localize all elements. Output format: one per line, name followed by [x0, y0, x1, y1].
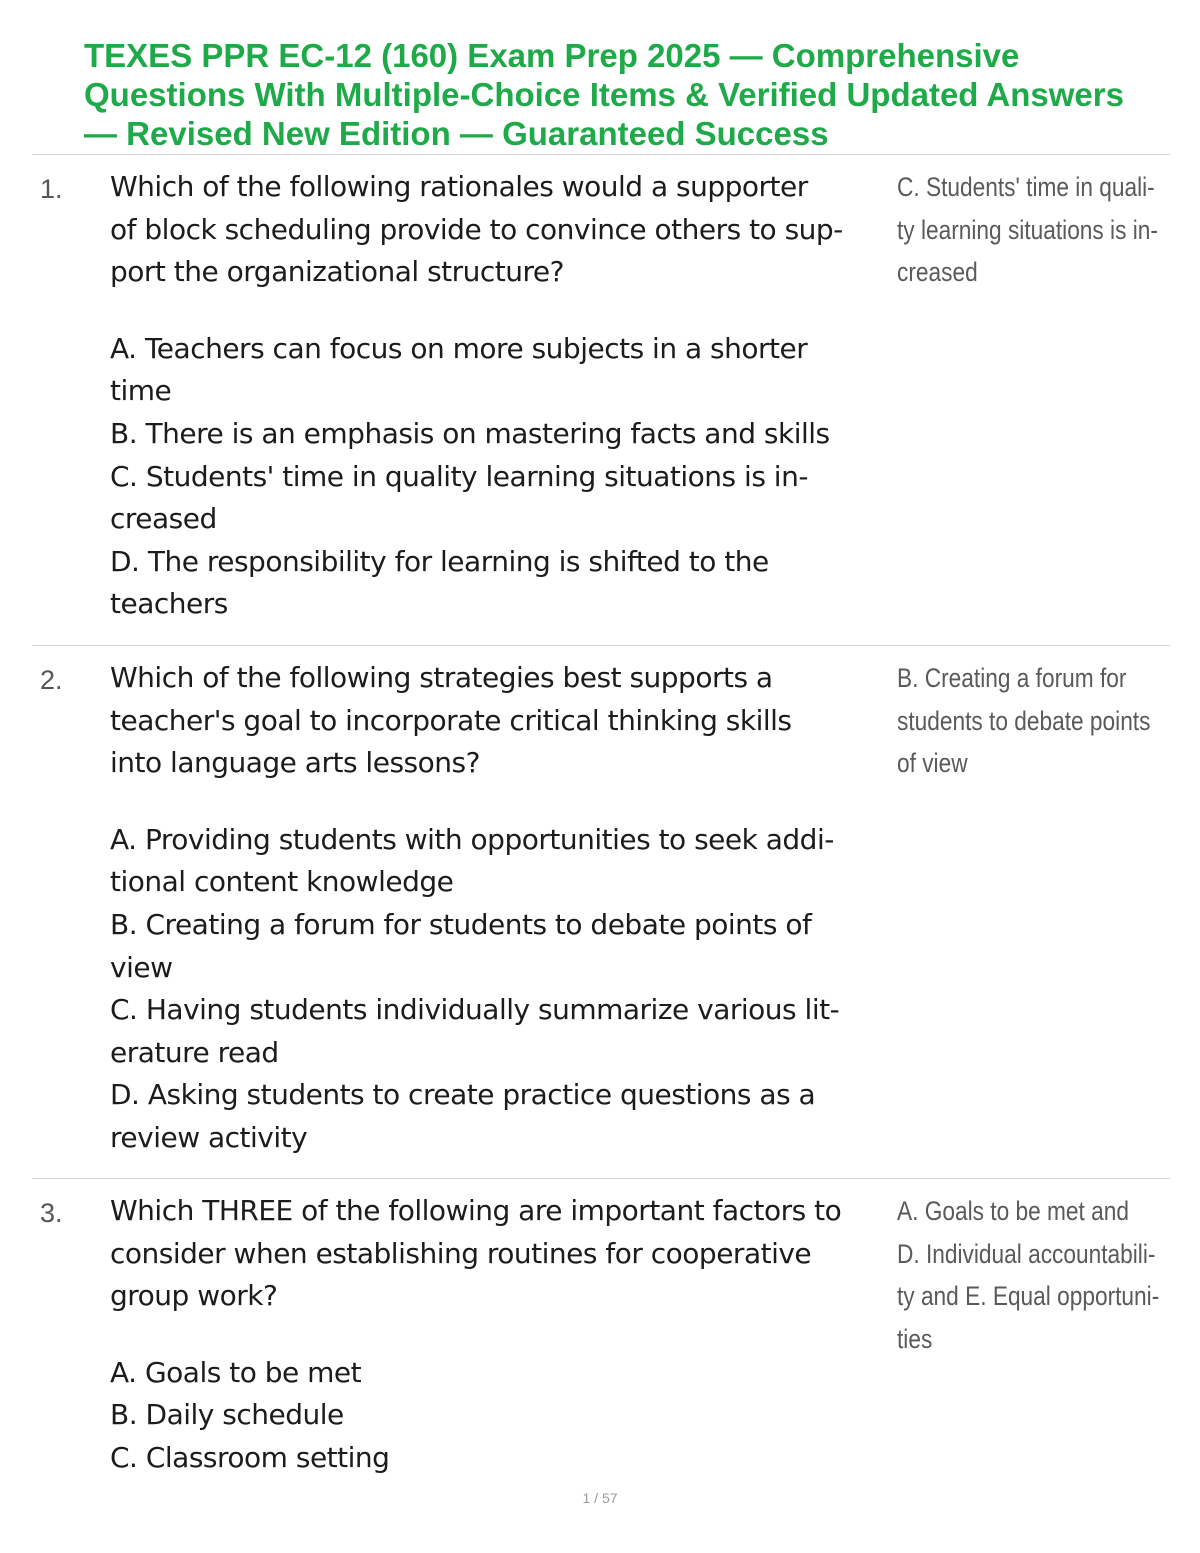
- answer-line: of view: [897, 748, 968, 779]
- answer-line: A. Goals to be met and: [897, 1196, 1129, 1226]
- option-line: D. The responsibility for learning is shifted to the: [110, 544, 769, 578]
- option-line: view: [110, 950, 173, 984]
- question-line: port the organizational structure?: [110, 255, 565, 289]
- question-text: [110, 166, 895, 294]
- question-number: 1.: [40, 174, 63, 204]
- option-line: tional content knowledge: [110, 865, 454, 899]
- answer-line: creased: [897, 257, 978, 288]
- option-line: A. Goals to be met: [110, 1355, 362, 1389]
- page-number: 1 / 57: [582, 1490, 618, 1506]
- option-line: A. Providing students with opportunities to seek addi-: [110, 822, 834, 856]
- question-line: group work?: [110, 1279, 278, 1313]
- answer-text: [897, 1190, 1187, 1360]
- option-line: C. Students' time in quality learning situations is in-: [110, 459, 808, 493]
- question-line: of block scheduling provide to convince others to sup-: [110, 212, 843, 246]
- answer-line: students to debate points: [897, 705, 1151, 736]
- option-line: B. Daily schedule: [110, 1398, 344, 1432]
- document-title: [84, 36, 1194, 153]
- option-line: C. Having students individually summarize various lit-: [110, 993, 840, 1027]
- question-card: [110, 166, 895, 626]
- option-line: teachers: [110, 587, 228, 621]
- question-text: [110, 1190, 895, 1318]
- option-list: [110, 328, 895, 626]
- answer-text: [897, 657, 1187, 785]
- title-line: TEXES PPR EC-12 (160) Exam Prep 2025 — Comprehensive: [84, 37, 1020, 74]
- option-line: creased: [110, 502, 217, 536]
- title-line: — Revised New Edition — Guaranteed Success: [84, 115, 829, 152]
- divider: [32, 645, 1170, 646]
- option-list: [110, 819, 895, 1160]
- answer-line: ty learning situations is in-: [897, 214, 1158, 245]
- option-line: C. Classroom setting: [110, 1440, 390, 1474]
- question-line: Which of the following rationales would a supporter: [110, 170, 808, 203]
- option-list: [110, 1352, 895, 1480]
- option-line: B. There is an emphasis on mastering facts and skills: [110, 416, 830, 450]
- title-line: Questions With Multiple-Choice Items & Verified Updated Answers: [84, 76, 1124, 113]
- question-line: consider when establishing routines for cooperative: [110, 1236, 812, 1270]
- answer-line: D. Individual accountabili-: [897, 1238, 1156, 1269]
- question-line: Which THREE of the following are important factors to: [110, 1194, 842, 1227]
- question-line: into language arts lessons?: [110, 746, 480, 780]
- answer-text: [897, 166, 1187, 294]
- option-line: erature read: [110, 1035, 279, 1069]
- question-line: Which of the following strategies best supports a: [110, 661, 773, 694]
- answer-line: B. Creating a forum for: [897, 663, 1127, 693]
- question-text: [110, 657, 895, 785]
- answer-line: ty and E. Equal opportuni-: [897, 1281, 1160, 1312]
- option-line: time: [110, 374, 172, 408]
- option-line: A. Teachers can focus on more subjects in a shorter: [110, 331, 808, 365]
- divider: [32, 154, 1170, 155]
- option-line: D. Asking students to create practice questions as a: [110, 1078, 816, 1112]
- question-number: 3.: [40, 1198, 63, 1228]
- question-card: [110, 1190, 895, 1480]
- question-number: 2.: [40, 665, 63, 695]
- answer-line: ties: [897, 1323, 933, 1354]
- question-card: [110, 657, 895, 1160]
- option-line: B. Creating a forum for students to debate points of: [110, 907, 812, 941]
- question-line: teacher's goal to incorporate critical thinking skills: [110, 703, 792, 737]
- divider: [32, 1178, 1170, 1179]
- option-line: review activity: [110, 1120, 308, 1154]
- answer-line: C. Students' time in quali-: [897, 172, 1155, 202]
